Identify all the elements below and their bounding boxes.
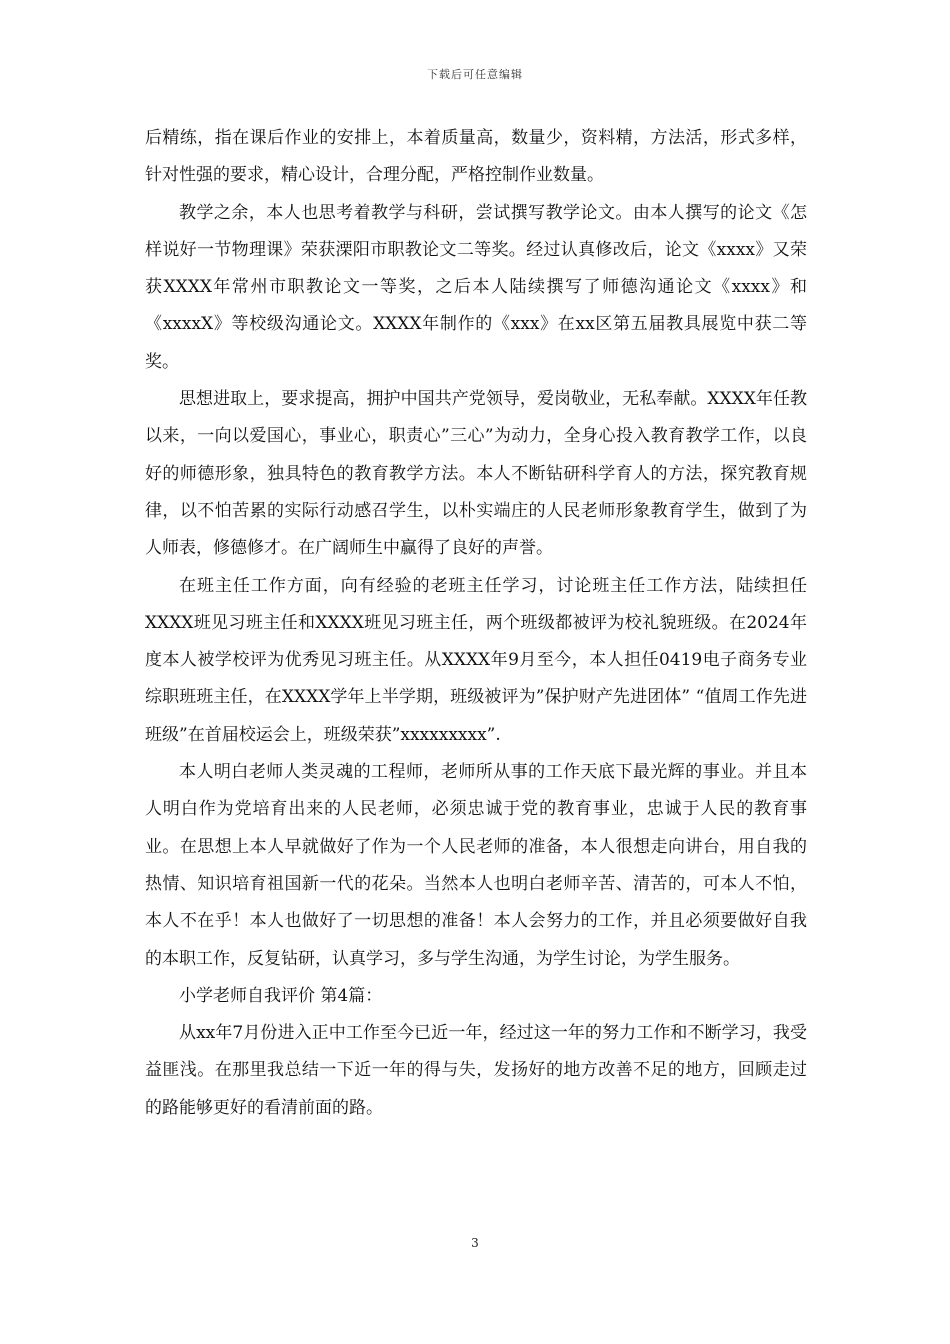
document-body (145, 120, 807, 1127)
paragraph-research: 教学之余，本人也思考着教学与科研，尝试撰写教学论文。由本人撰写的论文《怎样说好一节物理课》荣获溧阳市职教论文二等奖。经过认真修改后，论文《xxxx》又荣获XXXX年常州市职教论文一等奖，之后本人陆续撰写了师德沟通论文《xxxx》和《xxxxX》等校级沟通论文。XXXX年制作的《xxx》在xx区第五届教具展览中获二等奖。 (145, 202, 807, 372)
paragraph-summary: 从xx年7月份进入正中工作至今已近一年，经过这一年的努力工作和不断学习，我受益匪浅。在那里我总结一下近一年的得与失，发扬好的地方改善不足的地方，回顾走过的路能够更好的看清前面的路。 (145, 1023, 807, 1118)
page-header: 下载后可任意编辑 (427, 68, 523, 81)
paragraph-class-teacher: 在班主任工作方面，向有经验的老班主任学习，讨论班主任工作方法，陆续担任XXXX班见习班主任和XXXX班见习班主任，两个班级都被评为校礼貌班级。在2024年度本人被学校评为优秀见习班主任。从XXXX年9月至今，本人担任0419电子商务专业综职班班主任，在XXXX学年上半学期，班级被评为”保护财产先进团体” “值周工作先进班级”在首届校运会上，班级荣获”xxxxxxxxx”. (145, 575, 807, 745)
paragraph-homework: 后精练，指在课后作业的安排上，本着质量高，数量少，资料精，方法活，形式多样，针对性强的要求，精心设计，合理分配，严格控制作业数量。 (145, 128, 807, 186)
section-heading: 小学老师自我评价 第4篇： (179, 985, 383, 1006)
page-number: 3 (471, 1236, 479, 1250)
paragraph-ideology: 思想进取上，要求提高，拥护中国共产党领导，爱岗敬业，无私奉献。XXXX年任教以来，一向以爱国心，事业心，职责心”三心”为动力，全身心投入教育教学工作，以良好的师德形象，独具特色的教育教学方法。本人不断钻研科学育人的方法，探究教育规律，以不怕苦累的实际行动感召学生，以朴实端庄的人民老师形象教育学生，做到了为人师表，修德修才。在广阔师生中赢得了良好的声誉。 (145, 389, 807, 559)
paragraph-teacher-mission: 本人明白老师人类灵魂的工程师，老师所从事的工作天底下最光辉的事业。并且本人明白作为党培育出来的人民老师，必须忠诚于党的教育事业，忠诚于人民的教育事业。在思想上本人早就做好了作为一个人民老师的准备，本人很想走向讲台，用自我的热情、知识培育祖国新一代的花朵。当然本人也明白老师辛苦、清苦的，可本人不怕，本人不在乎！本人也做好了一切思想的准备！本人会努力的工作，并且必须要做好自我的本职工作，反复钻研，认真学习，多与学生沟通，为学生讨论，为学生服务。 (145, 762, 807, 969)
